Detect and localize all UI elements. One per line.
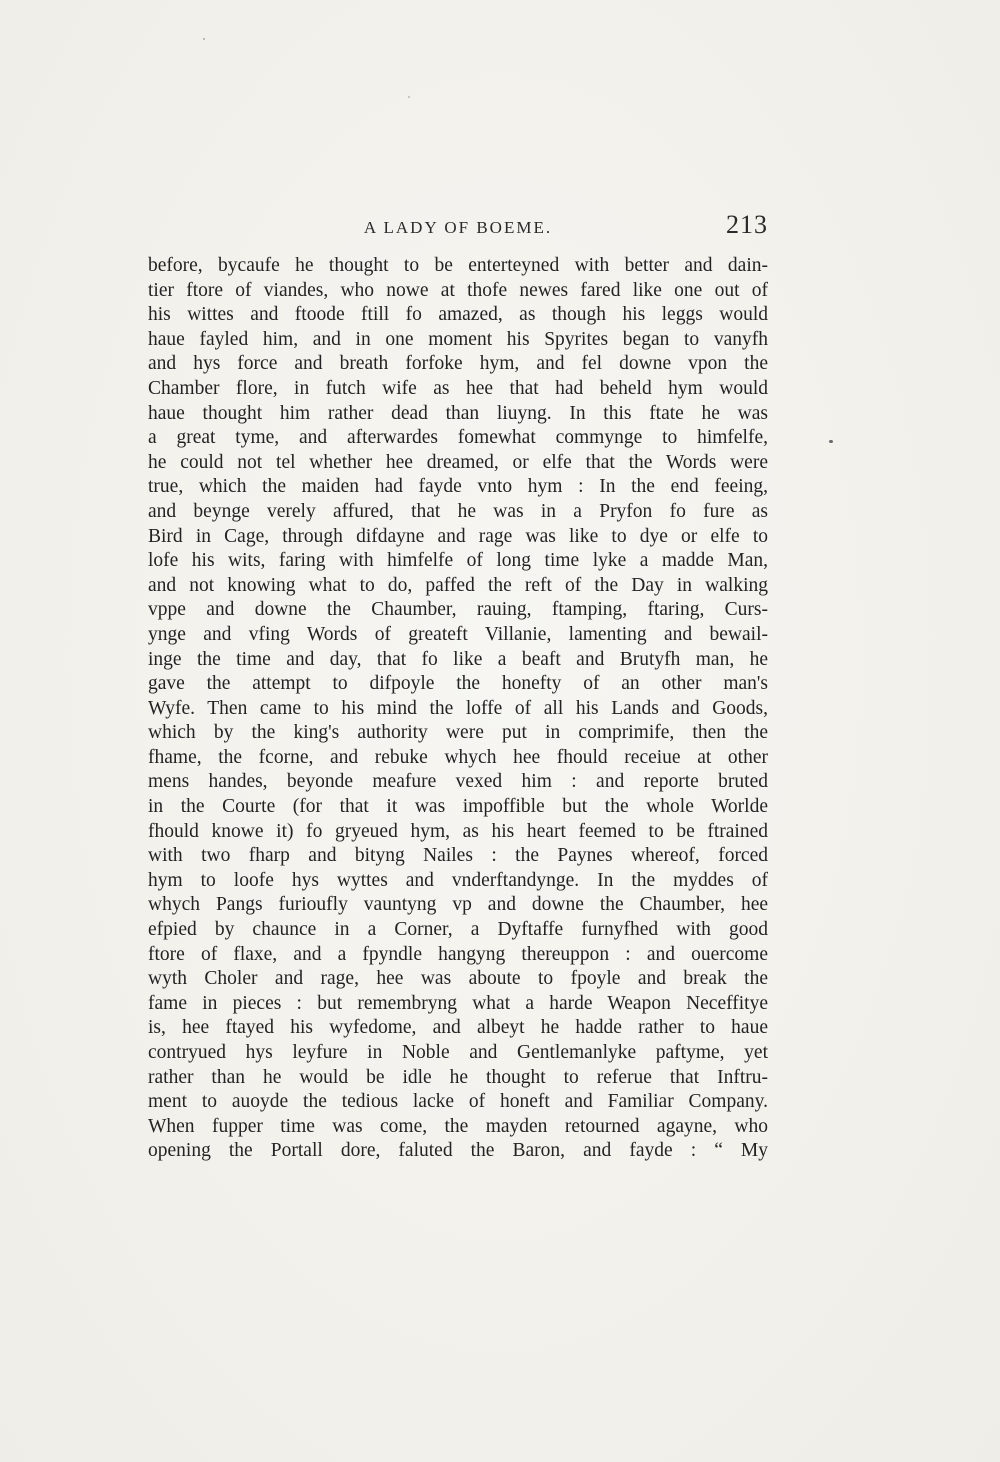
text-line: Wyfe. Then came to his mind the loffe of all his Lands and Goods, — [148, 697, 768, 719]
text-line: lofe his wits, faring with himfelfe of long time lyke a madde Man, — [148, 550, 768, 572]
text-line: ftore of flaxe, and a fpyndle hangyng thereuppon : and ouercome — [148, 943, 768, 965]
text-line: with two fharp and bityng Nailes : the Paynes whereof, forced — [148, 845, 768, 867]
text-line: his wittes and ftoode ftill fo amazed, as though his leggs would — [148, 304, 768, 326]
text-line: vppe and downe the Chaumber, rauing, ftamping, ftaring, Curs- — [148, 599, 768, 621]
text-line: true, which the maiden had fayde vnto hym : In the end feeing, — [148, 476, 768, 498]
running-title: A LADY OF BOEME. — [363, 218, 553, 237]
text-line: is, hee ftayed his wyfedome, and albeyt he hadde rather to haue — [148, 1017, 768, 1039]
ink-speck — [203, 38, 205, 40]
text-line: he could not tel whether hee dreamed, or elfe that the Words were — [148, 451, 768, 473]
text-line: haue fayled him, and in one moment his Spyrites began to vanyfh — [148, 328, 768, 350]
text-line: before, bycaufe he thought to be enterteyned with better and dain- — [148, 255, 768, 276]
text-line: mens handes, beyonde meafure vexed him : and reporte bruted — [148, 771, 768, 793]
text-line: efpied by chaunce in a Corner, a Dyftaffe furnyfhed with good — [148, 919, 768, 941]
text-line: Bird in Cage, through difdayne and rage was like to dye or elfe to — [148, 525, 768, 547]
ink-speck — [829, 440, 833, 443]
text-line: and not knowing what to do, paffed the reft of the Day in walking — [148, 574, 768, 596]
text-line: a great tyme, and afterwardes fomewhat commynge to himfelfe, — [148, 427, 768, 449]
text-line: rather than he would be idle he thought to referue that Inftru- — [148, 1066, 768, 1088]
text-line: opening the Portall dore, faluted the Baron, and fayde : “ My — [148, 1140, 768, 1162]
text-line: fhould knowe it) fo gryeued hym, as his heart feemed to be ftrained — [148, 820, 768, 842]
page-header — [148, 210, 768, 250]
body-text — [148, 254, 768, 1164]
text-line: haue thought him rather dead than liuyng. In this ftate he was — [148, 402, 768, 424]
text-line: When fupper time was come, the mayden retourned agayne, who — [148, 1115, 768, 1137]
text-line: tier ftore of viandes, who nowe at thofe newes fared like one out of — [148, 279, 768, 301]
text-line: which by the king's authority were put in comprimife, then the — [148, 722, 768, 744]
text-line: in the Courte (for that it was impoffible but the whole Worlde — [148, 796, 768, 818]
text-line: ynge and vfing Words of greateft Villanie, lamenting and bewail- — [148, 623, 768, 645]
text-line: whych Pangs furioufly vauntyng vp and downe the Chaumber, hee — [148, 894, 768, 916]
text-line: ment to auoyde the tedious lacke of honeft and Familiar Company. — [148, 1091, 768, 1113]
text-line: and hys force and breath forfoke hym, and fel downe vpon the — [148, 353, 768, 375]
ink-speck — [408, 96, 410, 98]
text-line: fame in pieces : but remembryng what a harde Weapon Neceffitye — [148, 992, 768, 1014]
text-line: fhame, the fcorne, and rebuke whych hee fhould receiue at other — [148, 746, 768, 768]
text-line: and beynge verely affured, that he was in a Pryfon fo fure as — [148, 500, 768, 522]
page-number: 213 — [726, 210, 768, 239]
text-line: contryued hys leyfure in Noble and Gentlemanlyke paftyme, yet — [148, 1042, 768, 1063]
text-line: hym to loofe hys wyttes and vnderftandynge. In the myddes of — [148, 869, 768, 891]
text-line: inge the time and day, that fo like a beaft and Brutyfh man, he — [148, 648, 768, 670]
text-line: gave the attempt to difpoyle the honefty of an other man's — [148, 673, 768, 695]
text-line: wyth Choler and rage, hee was aboute to fpoyle and break the — [148, 968, 768, 990]
text-line: Chamber flore, in futch wife as hee that had beheld hym would — [148, 377, 768, 399]
